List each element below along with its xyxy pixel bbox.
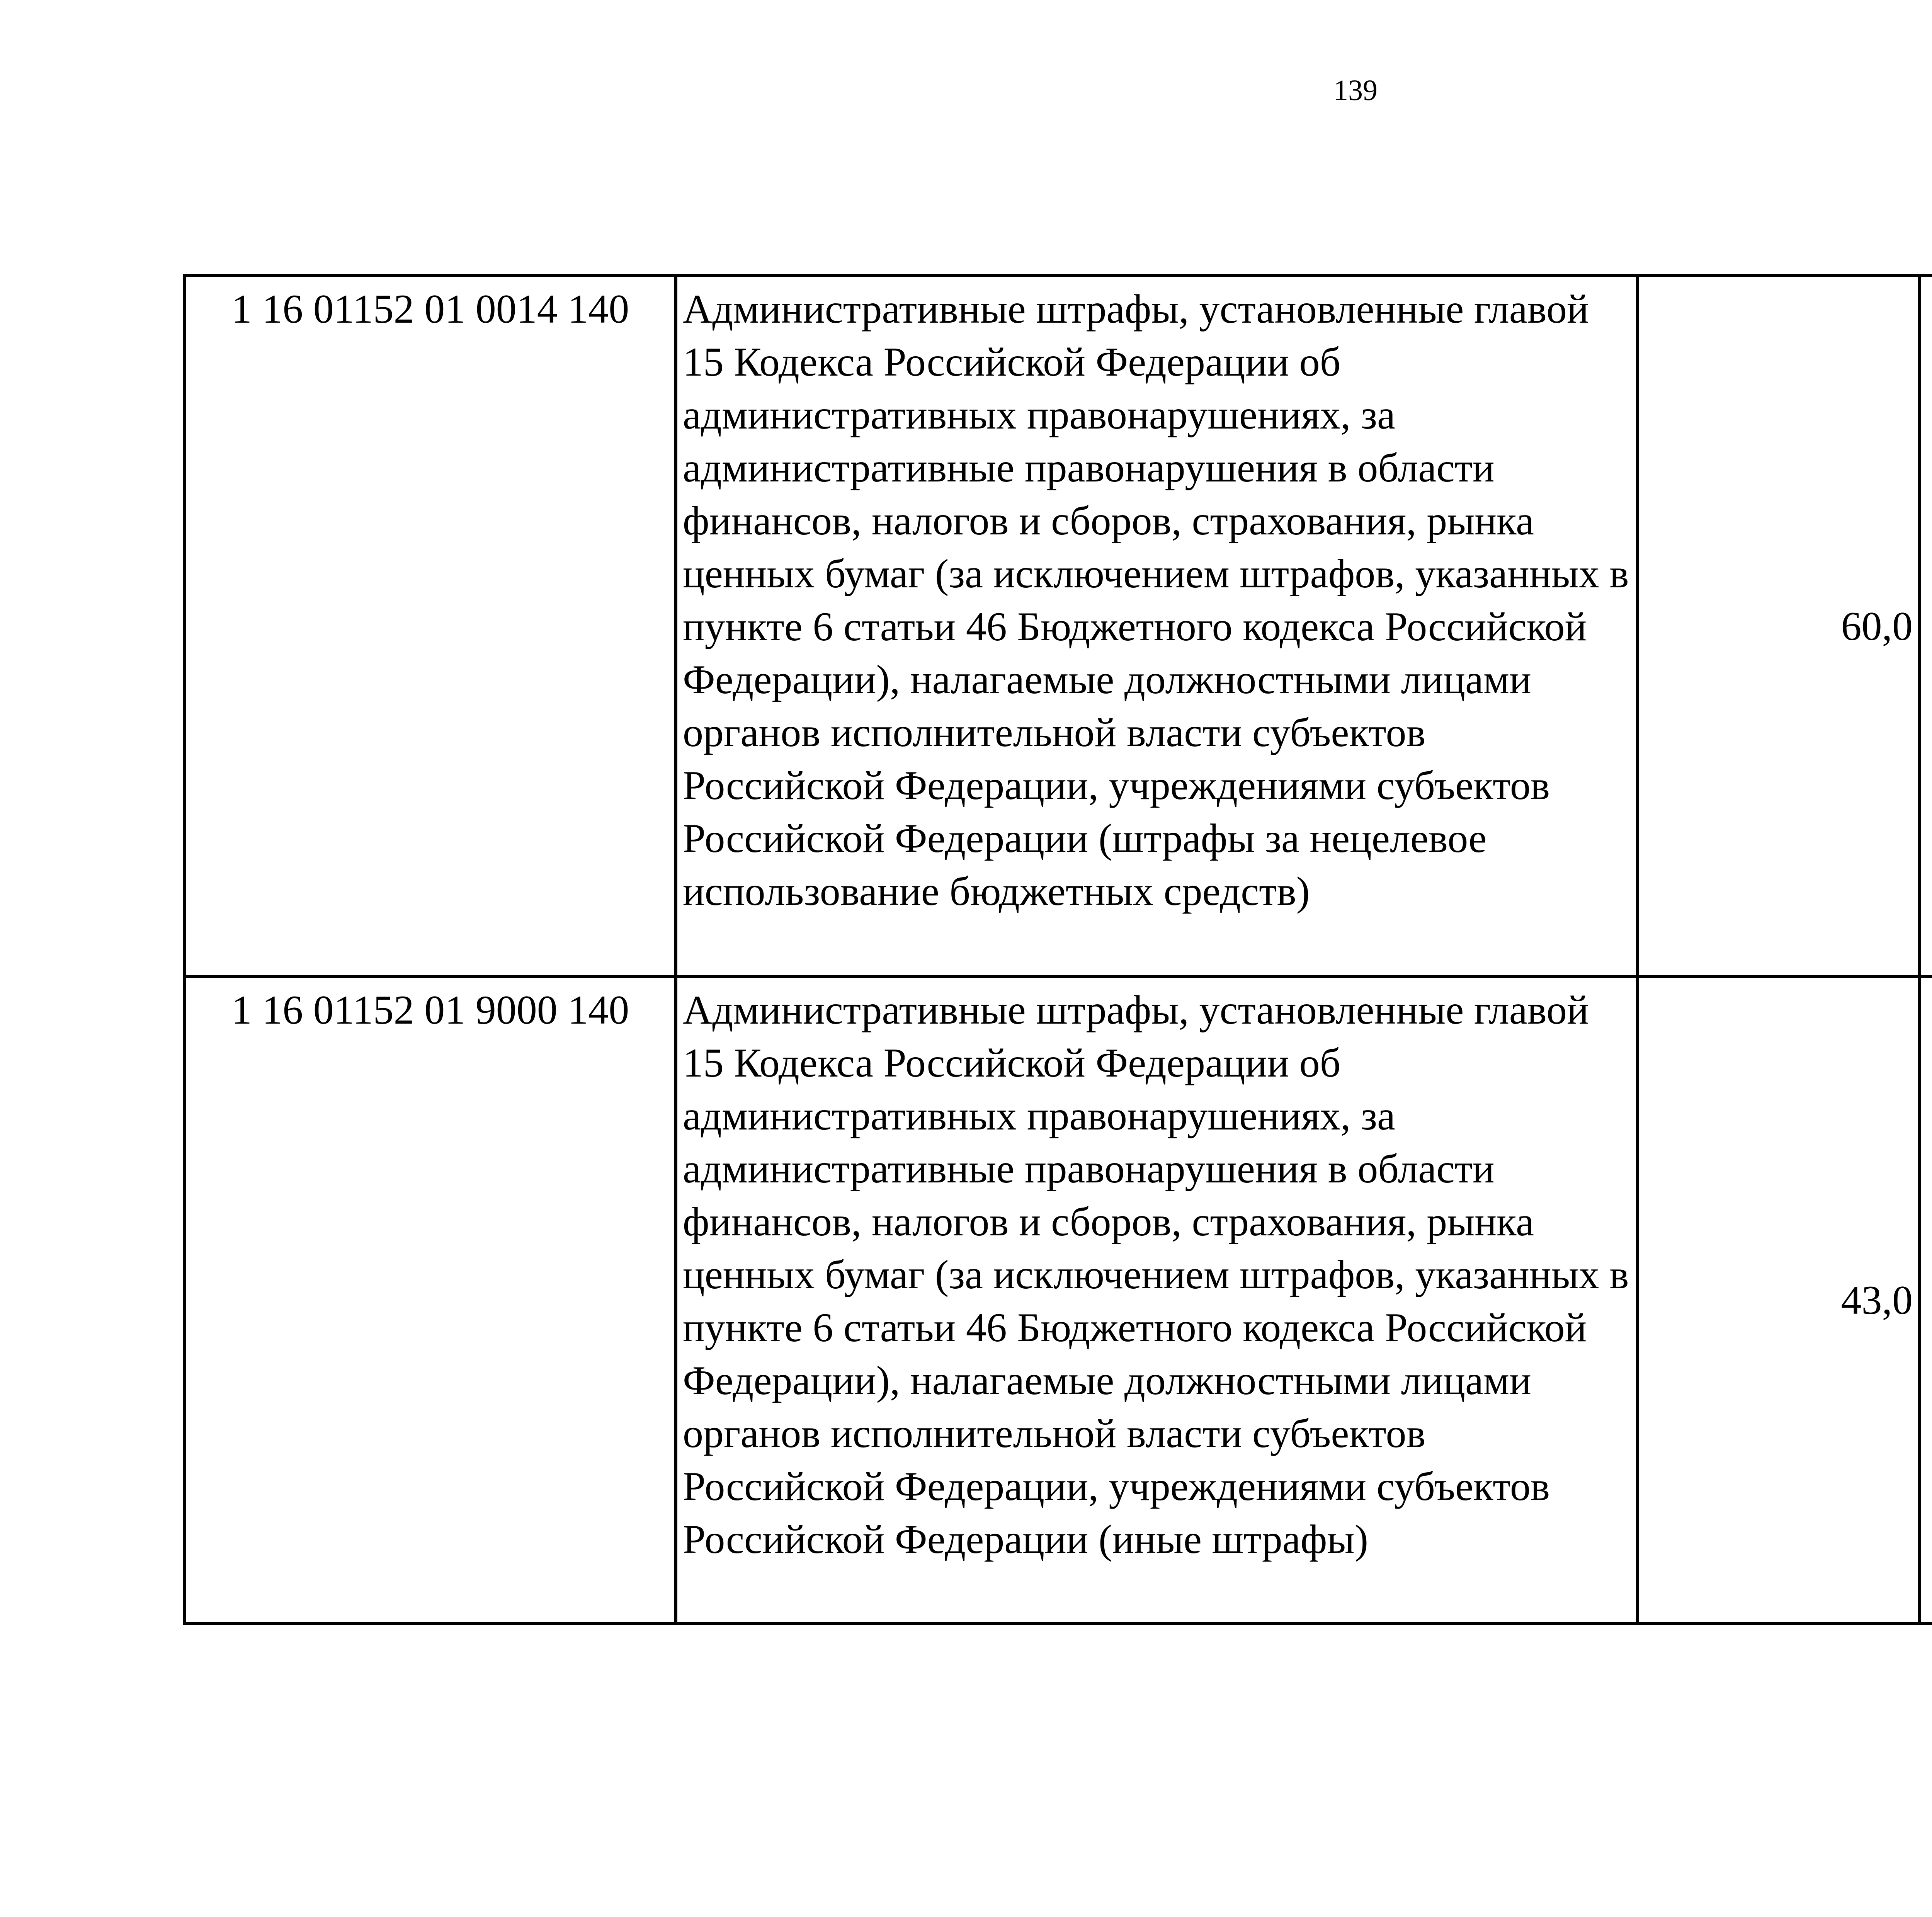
revenue-table: [183, 274, 1932, 1625]
revenue-description: Административные штрафы, установленные главой 15 Кодекса Российской Федерации об административных правонарушениях, за административные правонарушения в области финансов, налогов и сборов, страхования, рынка ценных бумаг (за исключением штрафов, указанных в пункте 6 статьи 46 Бюджетного кодекса Российской Федерации), налагаемые должностными лицами органов исполнительной власти субъектов Российской Федерации, учреждениями субъектов Российской Федерации (штрафы за нецелевое использование бюджетных средств): [676, 276, 1638, 976]
amount-year-1: 60,0: [1638, 276, 1920, 976]
table-row: [185, 976, 1932, 1624]
page-number: 139: [1333, 74, 1378, 107]
amount-year-1: 43,0: [1638, 976, 1920, 1624]
amount-year-2: [1920, 276, 1932, 976]
table-body: [185, 276, 1932, 1624]
revenue-description: Административные штрафы, установленные главой 15 Кодекса Российской Федерации об административных правонарушениях, за административные правонарушения в области финансов, налогов и сборов, страхования, рынка ценных бумаг (за исключением штрафов, указанных в пункте 6 статьи 46 Бюджетного кодекса Российской Федерации), налагаемые должностными лицами органов исполнительной власти субъектов Российской Федерации, учреждениями субъектов Российской Федерации (иные штрафы): [676, 976, 1638, 1624]
amount-year-2: [1920, 976, 1932, 1624]
budget-classification-code: 1 16 01152 01 9000 140: [185, 976, 676, 1624]
table-row: [185, 276, 1932, 976]
budget-classification-code: 1 16 01152 01 0014 140: [185, 276, 676, 976]
